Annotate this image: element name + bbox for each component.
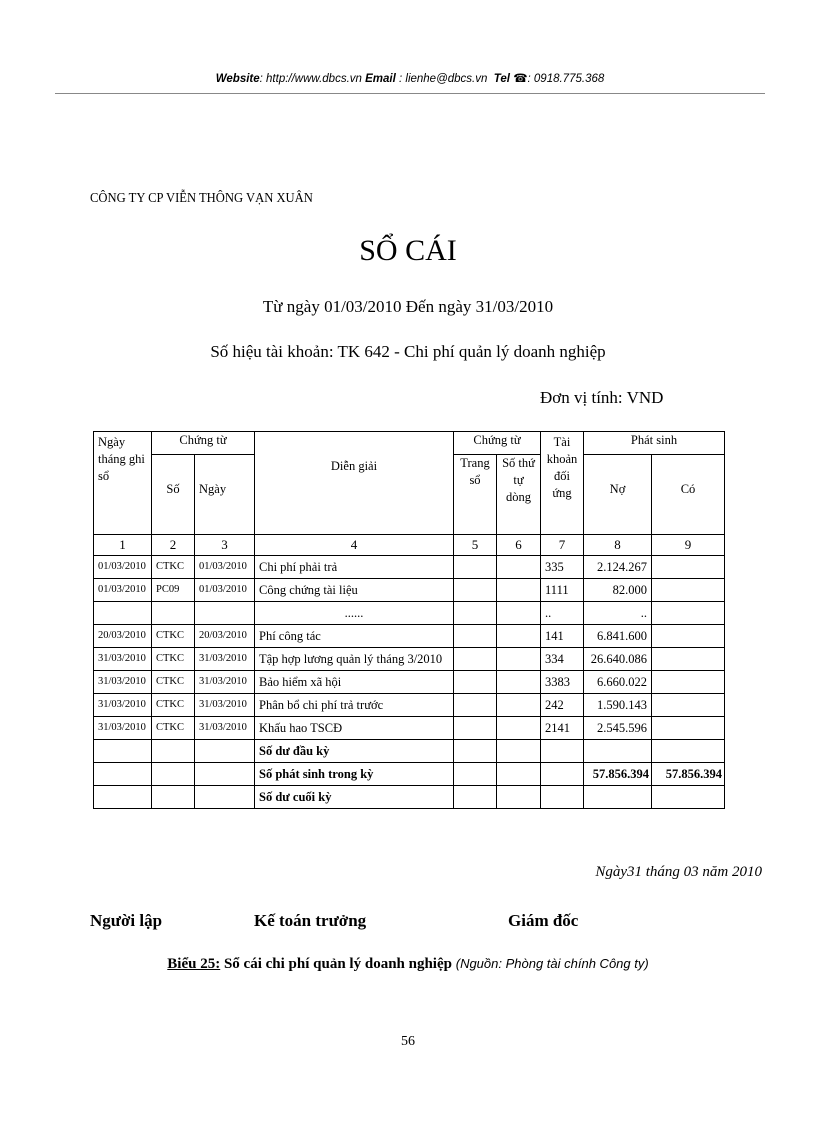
row-date-cell: 31/03/2010 — [94, 717, 152, 740]
summary-credit-cell — [652, 740, 725, 763]
column-number: 7 — [541, 535, 584, 556]
row-credit-cell — [652, 602, 725, 625]
row-date-cell — [94, 602, 152, 625]
website-label: Website — [215, 73, 260, 85]
row-voucher-date-cell: 01/03/2010 — [195, 579, 255, 602]
row-description-cell: Tập hợp lương quản lý tháng 3/2010 — [255, 648, 454, 671]
summary-debit-cell — [584, 740, 652, 763]
row-account-cell: 242 — [541, 694, 584, 717]
row-debit-cell: 6.660.022 — [584, 671, 652, 694]
header-page-cell: Trang sổ — [454, 455, 497, 535]
summary-row — [94, 786, 725, 809]
row-page-cell — [454, 602, 497, 625]
preparer-signature: Người lập — [90, 911, 163, 930]
row-date-cell: 31/03/2010 — [94, 694, 152, 717]
summary-empty-cell — [195, 740, 255, 763]
row-account-cell: 2141 — [541, 717, 584, 740]
row-date-cell: 20/03/2010 — [94, 625, 152, 648]
row-description-cell: Phí công tác — [255, 625, 454, 648]
summary-empty-cell — [541, 740, 584, 763]
row-voucher-date-cell: 20/03/2010 — [195, 625, 255, 648]
table-row — [94, 556, 725, 579]
row-line-cell — [497, 671, 541, 694]
caption-title: Sổ cái chi phí quản lý doanh nghiệp — [223, 956, 452, 972]
header-date-cell: Ngày tháng ghi sổ — [94, 432, 152, 535]
ledger-rows — [94, 556, 725, 740]
row-line-cell — [497, 556, 541, 579]
row-account-cell: 141 — [541, 625, 584, 648]
summary-label-cell: Số dư đầu kỳ — [255, 740, 454, 763]
summary-empty-cell — [152, 786, 195, 809]
summary-empty-cell — [454, 786, 497, 809]
unit-line: Đơn vị tính: VND — [540, 388, 664, 407]
column-number: 2 — [152, 535, 195, 556]
figure-caption — [0, 956, 816, 973]
row-line-cell — [497, 602, 541, 625]
summary-empty-cell — [94, 740, 152, 763]
row-page-cell — [454, 579, 497, 602]
document-title: SỔ CÁI — [359, 234, 457, 267]
row-account-cell: 3383 — [541, 671, 584, 694]
tel-value: ☎: 0918.775.368 — [513, 73, 605, 85]
director-signature: Giám đốc — [508, 911, 579, 930]
row-voucher-date-cell: 01/03/2010 — [195, 556, 255, 579]
ledger-summary — [94, 740, 725, 809]
row-description-cell: Khấu hao TSCĐ — [255, 717, 454, 740]
row-description-cell: Phân bổ chi phí trả trước — [255, 694, 454, 717]
table-header-row — [94, 432, 725, 455]
header-divider — [55, 93, 765, 94]
ledger-table — [93, 431, 725, 809]
summary-debit-cell — [584, 786, 652, 809]
header-desc-cell: Diễn giải — [255, 432, 454, 535]
column-number: 5 — [454, 535, 497, 556]
header-journal-cell: Chứng từ — [454, 432, 541, 455]
column-number: 9 — [652, 535, 725, 556]
sign-date: Ngày31 tháng 03 năm 2010 — [595, 864, 762, 880]
row-debit-cell: 2.545.596 — [584, 717, 652, 740]
summary-empty-cell — [497, 786, 541, 809]
site-header — [55, 71, 765, 85]
summary-credit-cell — [652, 786, 725, 809]
summary-empty-cell — [94, 763, 152, 786]
row-account-cell: 335 — [541, 556, 584, 579]
row-date-cell: 31/03/2010 — [94, 671, 152, 694]
header-amount-cell: Phát sinh — [584, 432, 725, 455]
row-voucher-no-cell: CTKC — [152, 694, 195, 717]
caption-source: (Nguồn: Phòng tài chính Công ty) — [455, 956, 649, 971]
summary-empty-cell — [541, 763, 584, 786]
summary-empty-cell — [94, 786, 152, 809]
table-row — [94, 694, 725, 717]
table-row — [94, 648, 725, 671]
summary-empty-cell — [541, 786, 584, 809]
row-voucher-date-cell: 31/03/2010 — [195, 671, 255, 694]
row-page-cell — [454, 625, 497, 648]
row-page-cell — [454, 717, 497, 740]
row-page-cell — [454, 694, 497, 717]
row-voucher-no-cell: CTKC — [152, 556, 195, 579]
row-account-cell: .. — [541, 602, 584, 625]
row-voucher-no-cell — [152, 602, 195, 625]
header-account-cell: Tài khoản đối ứng — [541, 432, 584, 535]
summary-label-cell: Số dư cuối kỳ — [255, 786, 454, 809]
row-voucher-no-cell: CTKC — [152, 717, 195, 740]
row-description-cell: Chi phí phải trả — [255, 556, 454, 579]
row-voucher-no-cell: PC09 — [152, 579, 195, 602]
chief-accountant-signature: Kế toán trưởng — [254, 911, 367, 930]
caption-label: Biểu 25: — [167, 956, 221, 972]
column-number: 3 — [195, 535, 255, 556]
column-number: 6 — [497, 535, 541, 556]
summary-empty-cell — [497, 740, 541, 763]
header-line-cell: Số thứ tự dòng — [497, 455, 541, 535]
row-page-cell — [454, 671, 497, 694]
table-row — [94, 671, 725, 694]
table-row — [94, 717, 725, 740]
column-number: 8 — [584, 535, 652, 556]
row-voucher-no-cell: CTKC — [152, 671, 195, 694]
row-voucher-date-cell: 31/03/2010 — [195, 694, 255, 717]
row-line-cell — [497, 648, 541, 671]
row-line-cell — [497, 625, 541, 648]
header-so-cell: Số — [152, 455, 195, 535]
row-account-cell: 1111 — [541, 579, 584, 602]
row-debit-cell: 6.841.600 — [584, 625, 652, 648]
row-voucher-date-cell: 31/03/2010 — [195, 717, 255, 740]
summary-credit-cell: 57.856.394 — [652, 763, 725, 786]
table-row — [94, 625, 725, 648]
row-debit-cell: 1.590.143 — [584, 694, 652, 717]
email-label: Email — [365, 73, 396, 85]
header-voucher-cell: Chứng từ — [152, 432, 255, 455]
row-credit-cell — [652, 694, 725, 717]
website-value: : http://www.dbcs.vn — [259, 73, 362, 85]
row-debit-cell: 26.640.086 — [584, 648, 652, 671]
summary-empty-cell — [152, 763, 195, 786]
row-debit-cell: .. — [584, 602, 652, 625]
row-description-cell: ...... — [255, 602, 454, 625]
company-name: CÔNG TY CP VIỄN THÔNG VẠN XUÂN — [90, 191, 313, 206]
summary-empty-cell — [497, 763, 541, 786]
row-line-cell — [497, 694, 541, 717]
row-voucher-date-cell: 31/03/2010 — [195, 648, 255, 671]
summary-label-cell: Số phát sinh trong kỳ — [255, 763, 454, 786]
row-voucher-date-cell — [195, 602, 255, 625]
column-number: 4 — [255, 535, 454, 556]
table-row — [94, 579, 725, 602]
summary-empty-cell — [454, 740, 497, 763]
column-number: 1 — [94, 535, 152, 556]
row-credit-cell — [652, 717, 725, 740]
page-number: 56 — [401, 1034, 415, 1049]
summary-empty-cell — [152, 740, 195, 763]
summary-debit-cell: 57.856.394 — [584, 763, 652, 786]
account-line: Số hiệu tài khoản: TK 642 - Chi phí quản lý doanh nghiệp — [210, 342, 606, 361]
row-account-cell: 334 — [541, 648, 584, 671]
row-page-cell — [454, 648, 497, 671]
row-credit-cell — [652, 671, 725, 694]
email-value: : lienhe@dbcs.vn — [399, 73, 488, 85]
row-credit-cell — [652, 648, 725, 671]
row-date-cell: 01/03/2010 — [94, 556, 152, 579]
row-debit-cell: 82.000 — [584, 579, 652, 602]
summary-row — [94, 763, 725, 786]
period-line: Từ ngày 01/03/2010 Đến ngày 31/03/2010 — [262, 297, 554, 316]
summary-empty-cell — [454, 763, 497, 786]
row-voucher-no-cell: CTKC — [152, 648, 195, 671]
row-credit-cell — [652, 625, 725, 648]
row-debit-cell: 2.124.267 — [584, 556, 652, 579]
row-line-cell — [497, 579, 541, 602]
row-line-cell — [497, 717, 541, 740]
row-page-cell — [454, 556, 497, 579]
row-description-cell: Công chứng tài liệu — [255, 579, 454, 602]
tel-label: Tel — [493, 73, 510, 85]
row-date-cell: 31/03/2010 — [94, 648, 152, 671]
row-credit-cell — [652, 556, 725, 579]
row-date-cell: 01/03/2010 — [94, 579, 152, 602]
column-number-row — [94, 535, 725, 556]
summary-row — [94, 740, 725, 763]
header-credit-cell: Có — [652, 455, 725, 535]
row-credit-cell — [652, 579, 725, 602]
header-debit-cell: Nợ — [584, 455, 652, 535]
row-voucher-no-cell: CTKC — [152, 625, 195, 648]
summary-empty-cell — [195, 786, 255, 809]
summary-empty-cell — [195, 763, 255, 786]
row-description-cell: Bảo hiểm xã hội — [255, 671, 454, 694]
table-row — [94, 602, 725, 625]
header-ngay-cell: Ngày — [195, 455, 255, 535]
